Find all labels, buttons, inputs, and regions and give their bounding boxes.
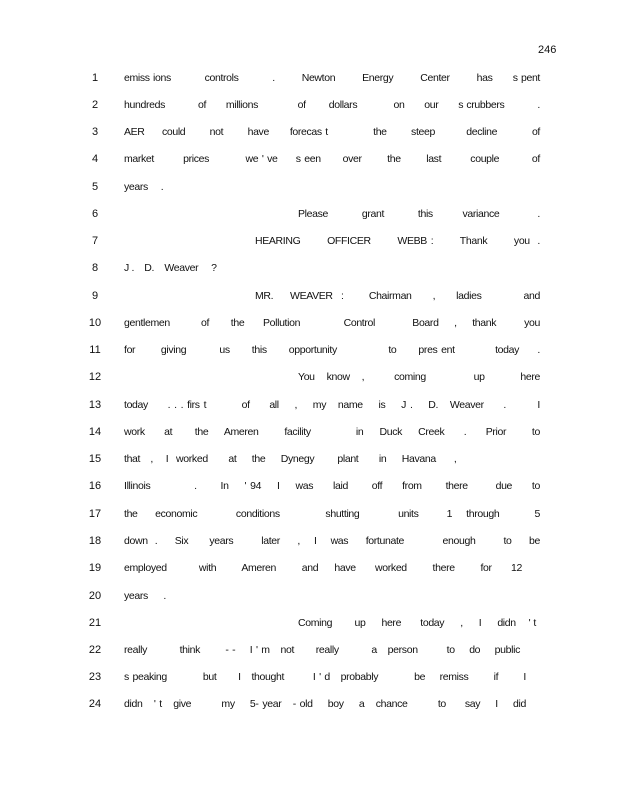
line-text: for giving us this opportunity to pres ent today .: [124, 344, 540, 356]
line-number: 9: [91, 290, 99, 302]
line-number: 8: [91, 262, 99, 274]
transcript-line: [0, 317, 618, 333]
line-number: 2: [91, 99, 99, 111]
transcript-line: [0, 698, 618, 714]
transcript-line: [0, 208, 618, 224]
line-number: 3: [91, 126, 99, 138]
line-text: You know , coming up here: [298, 371, 540, 383]
transcript-line: [0, 290, 618, 306]
line-text: the economic conditions shutting units 1 through 5: [124, 508, 540, 520]
transcript-line: [0, 235, 618, 251]
line-text: really think - - I ' m not really a person to do public: [124, 644, 520, 656]
line-number: 24: [88, 698, 102, 710]
line-number: 15: [88, 453, 102, 465]
transcript-line: [0, 590, 618, 606]
line-text: emiss ions controls . Newton Energy Center has s pent: [124, 72, 540, 84]
line-number: 18: [88, 535, 102, 547]
transcript-line: [0, 453, 618, 469]
line-text: Coming up here today , I didn ' t: [298, 617, 536, 629]
line-number: 5: [91, 181, 99, 193]
line-text: MR. WEAVER : Chairman , ladies and: [255, 290, 540, 302]
line-number: 13: [88, 399, 102, 411]
line-text: today . . . firs t of all , my name is J . D. Weaver . I: [124, 399, 540, 411]
line-number: 4: [91, 153, 99, 165]
transcript-line: [0, 262, 618, 278]
line-number: 20: [88, 590, 102, 602]
line-text: gentlemen of the Pollution Control Board , thank you: [124, 317, 540, 329]
line-number: 16: [88, 480, 102, 492]
transcript-line: [0, 399, 618, 415]
transcript-line: [0, 126, 618, 142]
line-number: 22: [88, 644, 102, 656]
line-text: employed with Ameren and have worked there for 12: [124, 562, 522, 574]
line-number: 12: [88, 371, 102, 383]
page-number: 246: [538, 44, 557, 56]
line-number: 14: [88, 426, 102, 438]
line-text: years .: [124, 181, 164, 193]
transcript-line: [0, 671, 618, 687]
line-text: HEARING OFFICER WEBB : Thank you .: [255, 235, 540, 247]
line-text: hundreds of millions of dollars on our s crubbers .: [124, 99, 540, 111]
line-text: J . D. Weaver ?: [124, 262, 217, 274]
line-number: 23: [88, 671, 102, 683]
line-text: Please grant this variance .: [298, 208, 540, 220]
transcript-line: [0, 371, 618, 387]
transcript-line: [0, 153, 618, 169]
transcript-line: [0, 99, 618, 115]
transcript-line: [0, 72, 618, 88]
transcript-line: [0, 508, 618, 524]
transcript-line: [0, 344, 618, 360]
line-text: that , I worked at the Dynegy plant in Havana ,: [124, 453, 457, 465]
line-text: years .: [124, 590, 166, 602]
transcript-line: [0, 644, 618, 660]
line-text: didn ' t give my 5- year - old boy a chance to say I did: [124, 698, 526, 710]
line-text: Illinois . In ' 94 I was laid off from there due to: [124, 480, 540, 492]
transcript-line: [0, 426, 618, 442]
line-number: 10: [88, 317, 102, 329]
line-number: 6: [91, 208, 99, 220]
transcript-line: [0, 617, 618, 633]
line-text: work at the Ameren facility in Duck Creek . Prior to: [124, 426, 540, 438]
line-text: down . Six years later , I was fortunate enough to be: [124, 535, 540, 547]
line-number: 19: [88, 562, 102, 574]
line-number: 7: [91, 235, 99, 247]
line-number: 21: [88, 617, 102, 629]
line-text: s peaking but I thought I ' d probably be remiss if I: [124, 671, 526, 683]
transcript-line: [0, 562, 618, 578]
line-text: AER could not have forecas t the steep decline of: [124, 126, 540, 138]
transcript-line: [0, 181, 618, 197]
line-number: 1: [91, 72, 99, 84]
line-number: 17: [88, 508, 102, 520]
line-number: 11: [89, 344, 101, 356]
line-text: market prices we ' ve s een over the last couple of: [124, 153, 540, 165]
transcript-line: [0, 480, 618, 496]
transcript-line: [0, 535, 618, 551]
